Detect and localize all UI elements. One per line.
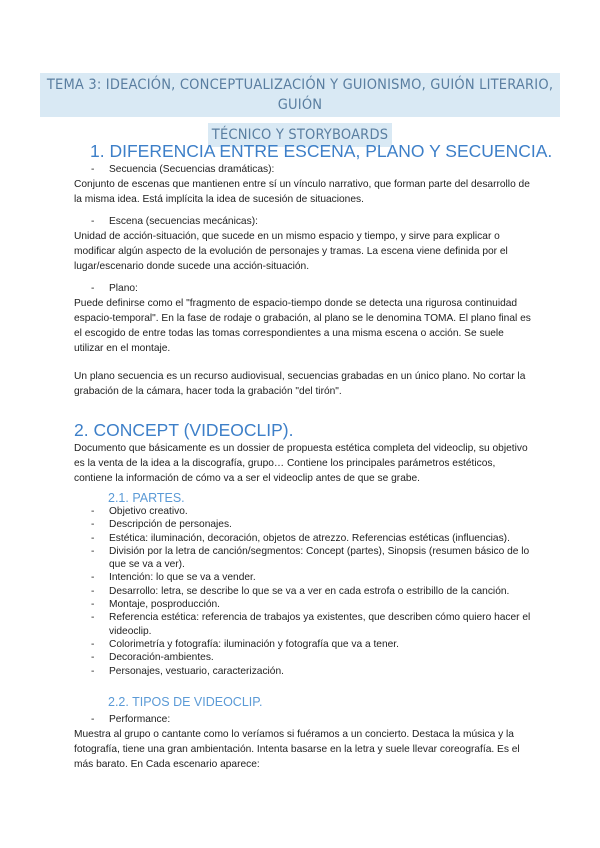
dash: - [91,665,95,677]
list-item: - Intención: lo que se va a vender. [91,572,256,584]
escena-label: Escena (secuencias mecánicas): [109,216,258,227]
dash: - [91,283,95,294]
plano-text-1: Puede definirse como el "fragmento de espacio-tiempo donde se detecta una rigurosa continuidad [74,298,518,309]
dash: - [91,652,95,664]
list-item: - Personajes, vestuario, caracterización. [91,665,284,677]
performance-text-2: fotografía, tiene una gran ambientación. Intenta basarse en la letra y suele llevar coreografía. Es el [74,744,520,755]
section-1-heading: 1. DIFERENCIA ENTRE ESCENA, PLANO Y SECUENCIA. [90,141,553,161]
plano-label: Plano: [109,283,138,294]
dash: - [91,164,95,175]
section-2-heading: 2. CONCEPT (VIDEOCLIP). [74,420,294,440]
subsection-partes-heading: 2.1. PARTES. [108,491,185,505]
plano-text-2: espacio-temporal". En la fase de rodaje o grabación, al plano se le denomina TOMA. El plano final es [74,313,531,324]
concept-intro-2: es la venta de la idea a la discografía, grupo… Contiene los principales parámetros estéticos, [74,458,496,469]
dash: - [91,545,95,557]
dash: - [91,599,95,611]
dash: - [91,572,95,584]
dash: - [91,585,95,597]
dash: - [91,519,95,531]
secuencia-label: Secuencia (Secuencias dramáticas): [109,164,275,175]
escena-text-2: modificar algún aspecto de la evolución de personajes y tramas. La escena viene definida por el [74,246,508,257]
dash: - [91,612,95,624]
dash: - [91,532,95,544]
title-line-2: TÉCNICO Y STORYBOARDS [208,123,392,147]
list-item: - Referencia estética: referencia de trabajos ya existentes, que describen cómo quiero hacer el videoclip. [91,612,531,637]
partes-list [91,505,531,678]
list-item: - Montaje, posproducción. [91,599,220,611]
list-item: - División por la letra de canción/segmentos: Concept (partes), Sinopsis (resumen básico de lo que se va a ver). [91,545,530,571]
list-item: - Decoración-ambientes. [91,652,214,664]
plano-secuencia-text-1: Un plano secuencia es un recurso audiovisual, secuencias grabadas en un único plano. No cortar la [74,371,526,382]
plano-text-4: utilizar en el montaje. [74,343,171,354]
list-item: - Descripción de personajes. [91,519,232,531]
dash: - [91,506,95,517]
list-item: - Desarrollo: letra, se describe lo que se va a ver en cada estrofa o estribillo de la canción. [91,585,510,597]
escena-text-1: Unidad de acción-situación, que sucede en un mismo espacio y tiempo, y sirve para explicar o [74,231,500,242]
plano-text-3: el escogido de entre todas las tomas correspondientes a una misma escena o acción. Se suele [74,328,504,339]
document-title [40,70,560,150]
list-item: - Objetivo creativo. [91,506,188,517]
concept-intro-1: Documento que básicamente es un dossier de propuesta estética completa del videoclip, su objetivo [74,443,528,454]
dash: - [91,216,95,227]
title-line-1: TEMA 3: IDEACIÓN, CONCEPTUALIZACIÓN Y GUIONISMO, GUIÓN LITERARIO, GUIÓN [40,73,560,117]
subsection-tipos-heading: 2.2. TIPOS DE VIDEOCLIP. [108,695,263,709]
performance-text-1: Muestra al grupo o cantante como lo veríamos si fuéramos a un concierto. Destaca la música y la [74,729,514,740]
performance-text-3: más barato. En Cada escenario aparece: [74,759,260,770]
escena-text-3: lugar/escenario donde sucede una acción-situación. [74,261,310,272]
dash: - [91,714,95,725]
list-item: - Colorimetría y fotografía: iluminación y fotografía que va a tener. [91,638,399,650]
secuencia-text-2: la misma idea. Está implícita la idea de sucesión de situaciones. [74,194,364,205]
plano-secuencia-text-2: grabación de la cámara, hacer toda la grabación "del tirón". [74,386,342,397]
concept-intro-3: contiene la información de cómo va a ser el videoclip antes de que se grabe. [74,473,421,484]
dash: - [91,638,95,650]
list-item: - Estética: iluminación, decoración, objetos de atrezzo. Referencias estéticas (influencias). [91,532,510,544]
performance-label: Performance: [109,714,171,725]
secuencia-text-1: Conjunto de escenas que mantienen entre sí un vínculo narrativo, que forman parte del desarrollo de [74,179,530,190]
